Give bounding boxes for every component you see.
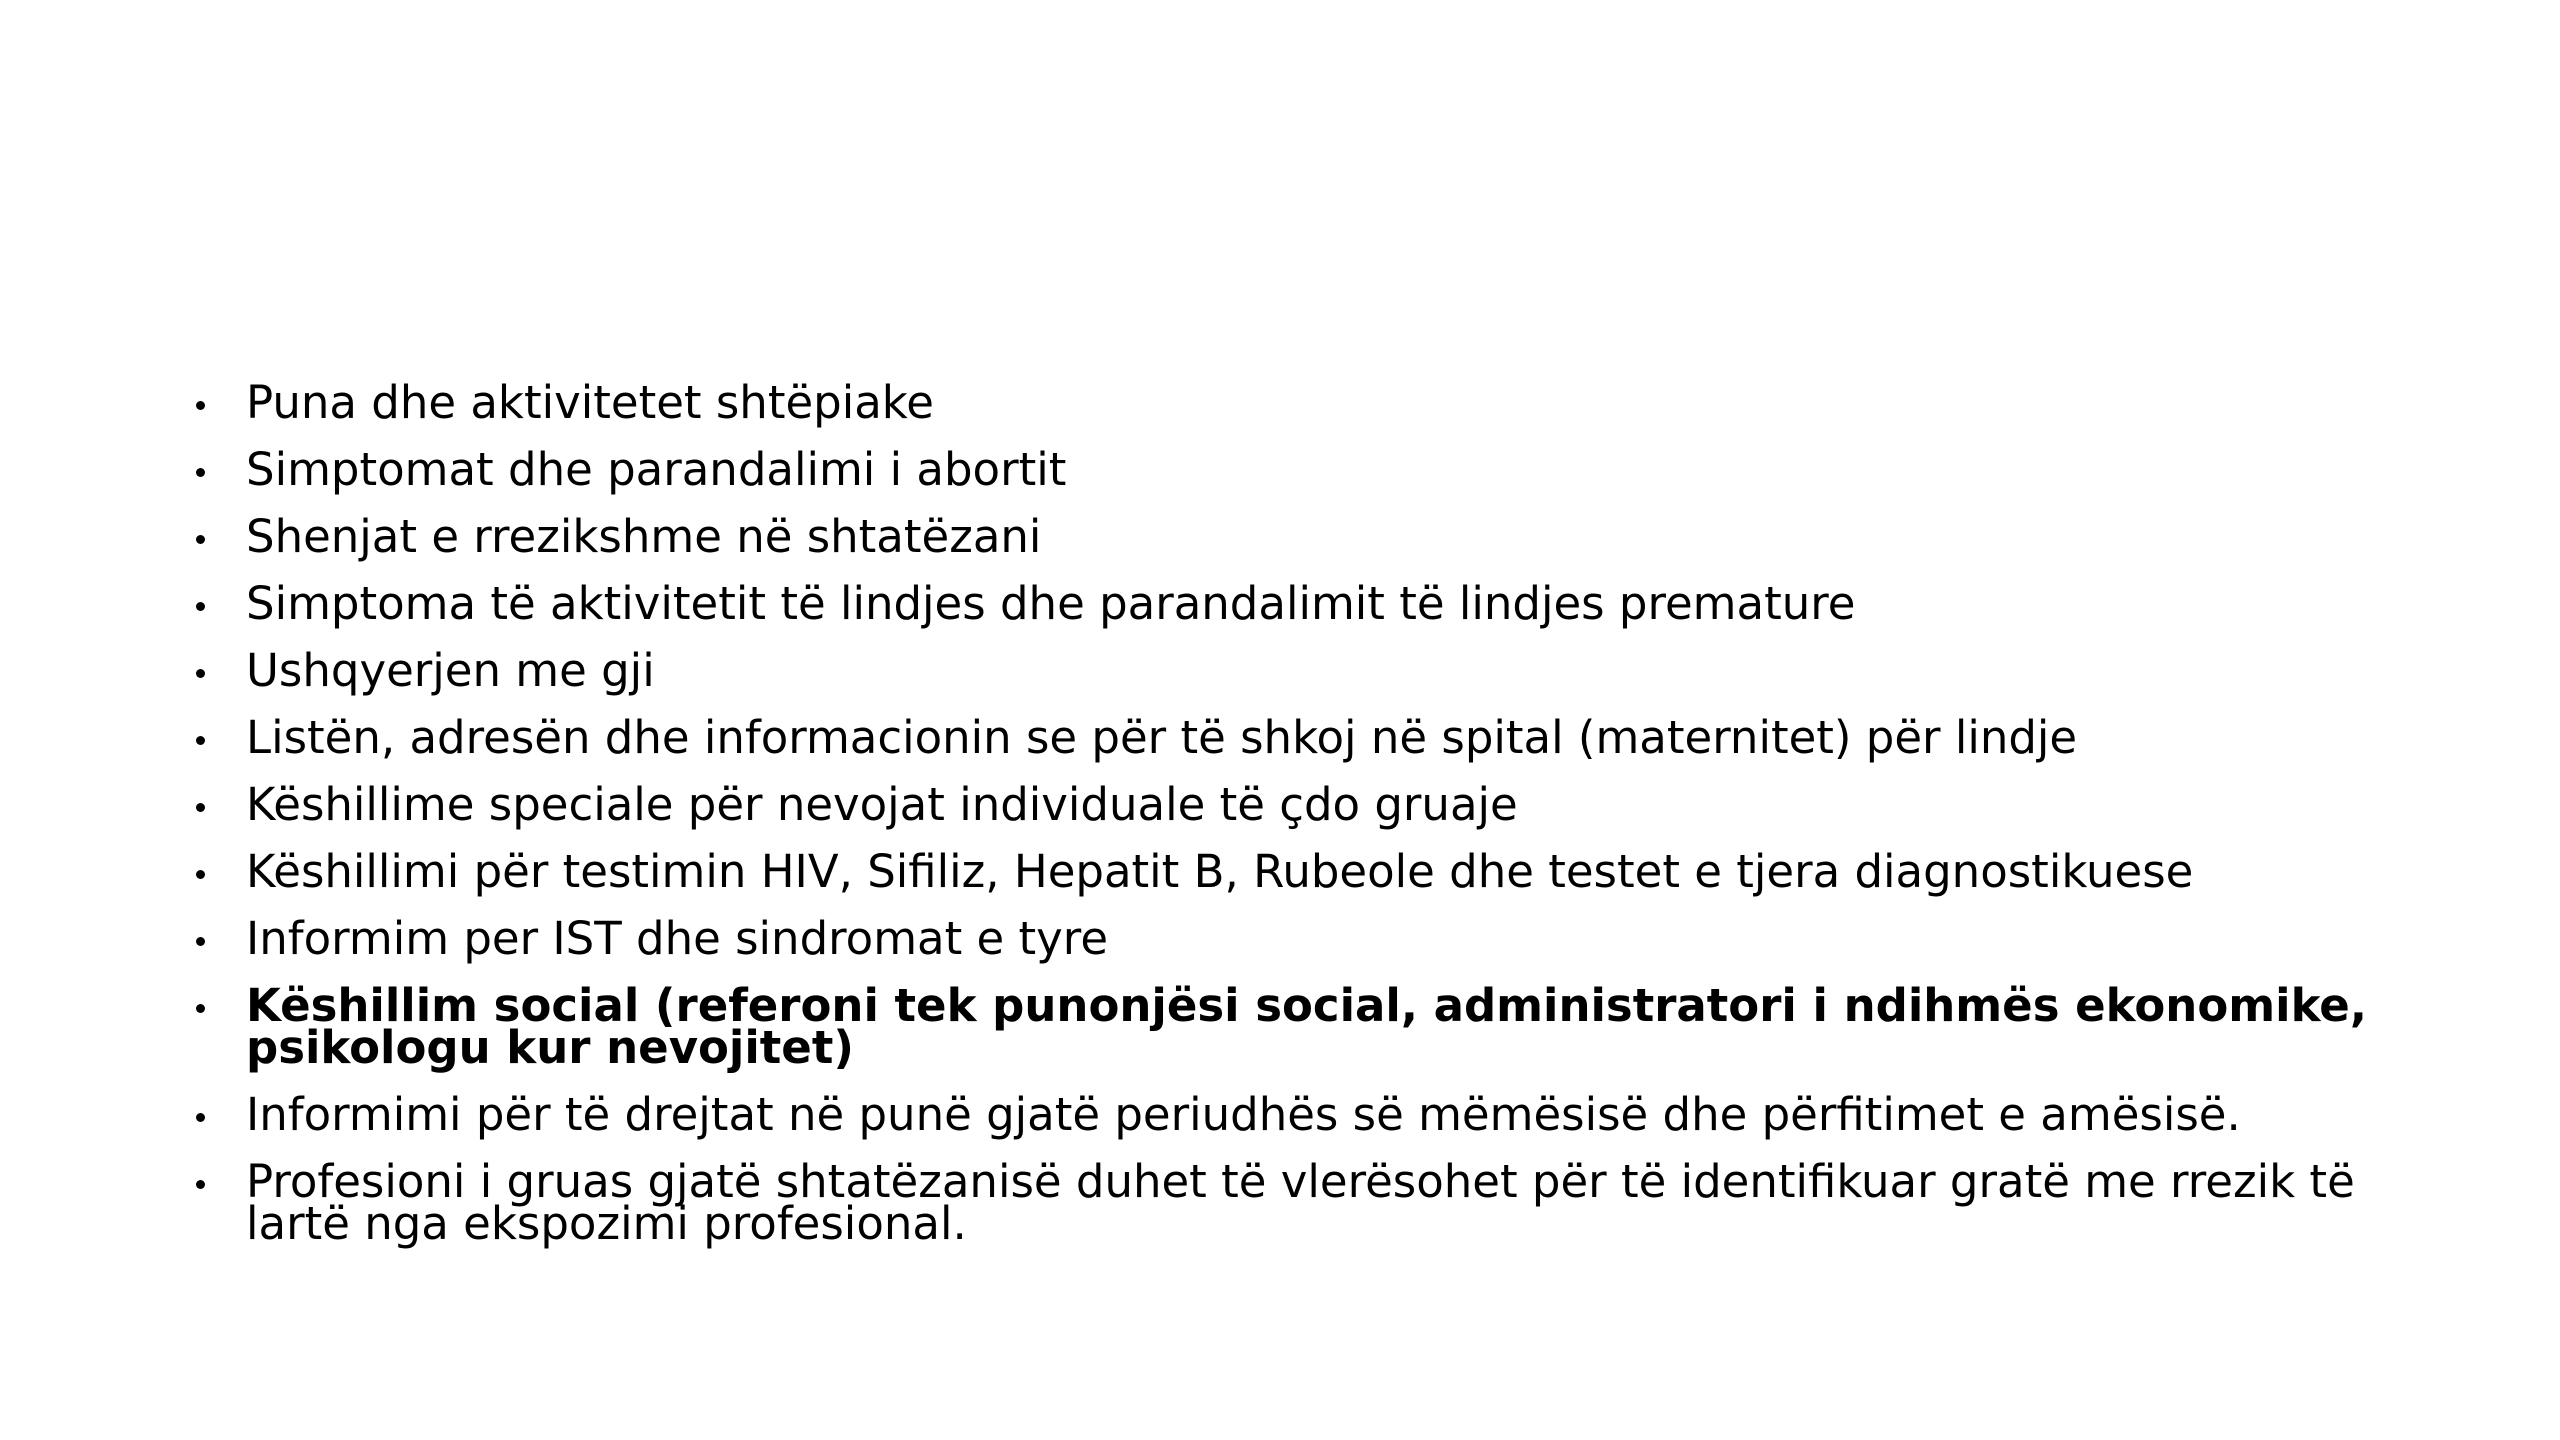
list-item	[190, 845, 2410, 898]
bullet-icon	[196, 669, 205, 678]
bullet-icon	[196, 1180, 205, 1189]
list-item	[190, 1155, 2410, 1250]
list-item-text: Simptomat dhe parandalimi i abortit	[246, 443, 1067, 496]
list-item	[190, 644, 2410, 697]
bullet-icon	[196, 468, 205, 477]
list-item-text: Listën, adresën dhe informacionin se për të shkoj në spital (maternitet) për lindje	[246, 711, 2078, 764]
list-item-text: Informim per IST dhe sindromat e tyre	[246, 912, 1109, 965]
bullet-icon	[196, 803, 205, 812]
list-item	[190, 979, 2410, 1074]
list-item-text: Ushqyerjen me gji	[246, 644, 655, 697]
list-item	[190, 376, 2410, 429]
list-item-text: Simptoma të aktivitetit të lindjes dhe parandalimit të lindjes premature	[246, 577, 1856, 630]
list-item	[190, 912, 2410, 965]
bullet-icon	[196, 870, 205, 879]
list-item	[190, 443, 2410, 496]
bullet-icon	[196, 535, 205, 544]
list-item	[190, 1088, 2410, 1141]
list-item-text: Informimi për të drejtat në punë gjatë periudhës së mëmësisë dhe përfitimet e amësisë.	[246, 1088, 2241, 1141]
list-item-text: Këshillimi për testimin HIV, Sifiliz, Hepatit B, Rubeole dhe testet e tjera diagnostikuese	[246, 845, 2194, 898]
bullet-list	[190, 376, 2410, 1250]
list-item	[190, 510, 2410, 563]
list-item-text: Këshillime speciale për nevojat individuale të çdo gruaje	[246, 778, 1518, 831]
list-item-text: Puna dhe aktivitetet shtëpiake	[246, 376, 934, 429]
list-item	[190, 711, 2410, 764]
list-item	[190, 577, 2410, 630]
bullet-icon	[196, 1113, 205, 1122]
list-item	[190, 778, 2410, 831]
bullet-icon	[196, 602, 205, 611]
list-item-text: Profesioni i gruas gjatë shtatëzanisë duhet të vlerësohet për të identifikuar gratë me rrezik të lartë nga ekspozimi profesional.	[246, 1155, 2355, 1250]
bullet-icon	[196, 937, 205, 946]
bullet-icon	[196, 736, 205, 745]
bullet-icon	[196, 401, 205, 410]
bullet-icon	[196, 1004, 205, 1013]
list-item-text: Shenjat e rrezikshme në shtatëzani	[246, 510, 1042, 563]
list-item-text: Këshillim social (referoni tek punonjësi social, administratori i ndihmës ekonomike, psikologu kur nevojitet)	[246, 979, 2367, 1074]
